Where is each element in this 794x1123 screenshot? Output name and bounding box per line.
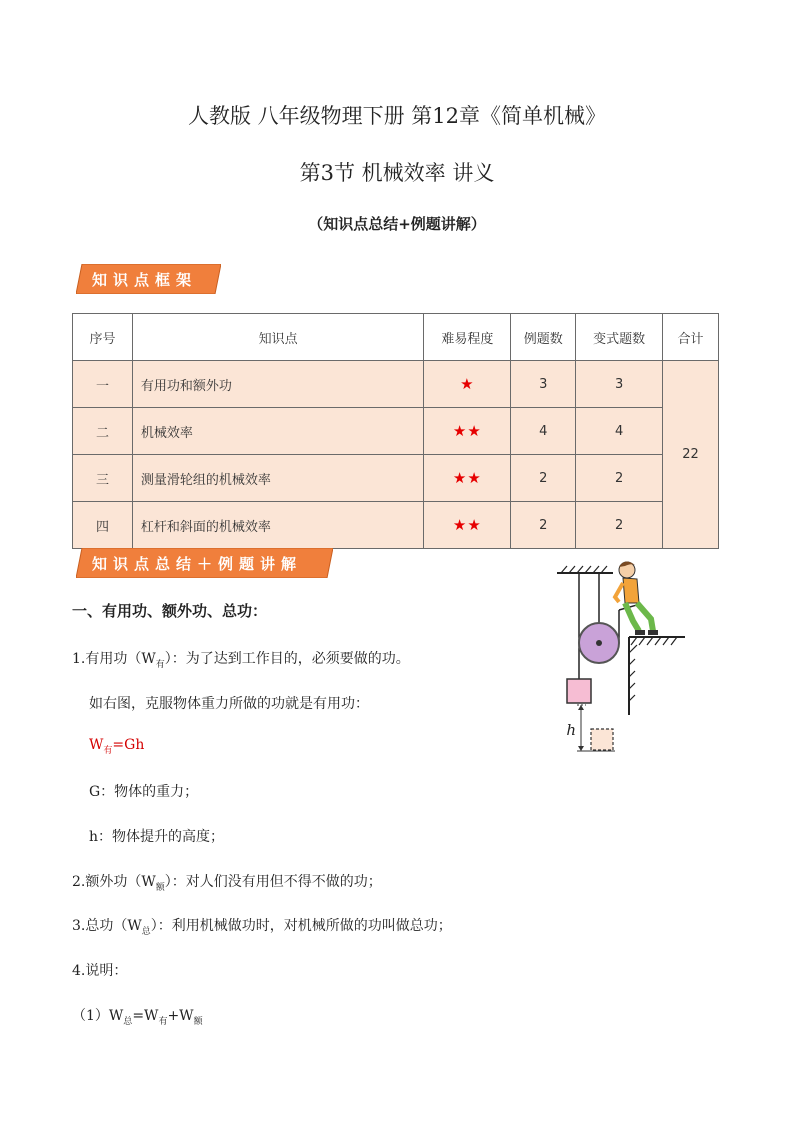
- table-row: [73, 455, 719, 502]
- definition-h: h：物体提升的高度；: [89, 829, 225, 845]
- text: 1.有用功（W: [72, 651, 156, 667]
- section-heading: 一、有用功、额外功、总功：: [72, 602, 268, 620]
- banner-knowledge-framework: [76, 264, 221, 294]
- paragraph-useful-work: [72, 648, 410, 668]
- example-count: 2: [511, 502, 576, 549]
- row-topic: 有用功和额外功: [132, 361, 423, 408]
- pulley-diagram: [553, 555, 688, 760]
- subscript: 有: [155, 660, 165, 670]
- subscript: 额: [193, 1017, 203, 1027]
- difficulty-stars: ★: [424, 361, 511, 408]
- text: +W: [167, 1008, 194, 1024]
- definition-g: G：物体的重力；: [89, 784, 199, 800]
- text: 2.额外功（W: [72, 874, 156, 890]
- header-cell: 变式题数: [576, 314, 663, 361]
- variant-count: 3: [576, 361, 663, 408]
- header-cell: 序号: [73, 314, 133, 361]
- total-count: 22: [663, 361, 719, 549]
- variant-count: 2: [576, 455, 663, 502]
- header-cell: 合计: [663, 314, 719, 361]
- subscript: 有: [158, 1017, 168, 1027]
- row-topic: 测量滑轮组的机械效率: [132, 455, 423, 502]
- text: =W: [132, 1008, 159, 1024]
- row-number: 四: [73, 502, 133, 549]
- row-number: 一: [73, 361, 133, 408]
- document-title: 人教版 八年级物理下册 第12章《简单机械》: [187, 104, 607, 128]
- text: =Gh: [112, 737, 145, 753]
- subscript: 额: [155, 883, 165, 893]
- example-count: 4: [511, 408, 576, 455]
- text: 3.总功（W: [72, 918, 142, 934]
- paragraph-extra-work: [72, 871, 382, 891]
- subscript: 有: [103, 746, 113, 756]
- formula-useful-work: [89, 737, 145, 756]
- example-count: 2: [511, 455, 576, 502]
- table-header-row: [73, 314, 719, 361]
- table-row: [73, 361, 719, 408]
- paragraph-note: 4.说明：: [72, 963, 128, 979]
- pulley-illustration: [553, 555, 688, 764]
- document-subtitle-note: （知识点总结+例题讲解）: [308, 215, 486, 233]
- text: W: [89, 737, 104, 753]
- text: ）：利用机械做功时，对机械所做的功叫做总功；: [150, 918, 452, 934]
- header-cell: 难易程度: [424, 314, 511, 361]
- text: （1）W: [72, 1008, 124, 1024]
- banner-knowledge-summary: [76, 548, 333, 578]
- table-row: [73, 408, 719, 455]
- example-count: 3: [511, 361, 576, 408]
- difficulty-stars: ★★: [424, 502, 511, 549]
- subscript: 总: [123, 1017, 133, 1027]
- row-topic: 杠杆和斜面的机械效率: [132, 502, 423, 549]
- text: ）：为了达到工作目的，必须要做的功。: [164, 651, 410, 667]
- height-label: h: [566, 721, 576, 739]
- text: ）：对人们没有用但不得不做的功；: [164, 874, 382, 890]
- paragraph-example: 如右图，克服物体重力所做的功就是有用功：: [89, 696, 369, 712]
- knowledge-table: [72, 313, 719, 549]
- header-cell: 知识点: [132, 314, 423, 361]
- variant-count: 4: [576, 408, 663, 455]
- row-number: 二: [73, 408, 133, 455]
- difficulty-stars: ★★: [424, 408, 511, 455]
- row-topic: 机械效率: [132, 408, 423, 455]
- difficulty-stars: ★★: [424, 455, 511, 502]
- header-cell: 例题数: [511, 314, 576, 361]
- table-row: [73, 502, 719, 549]
- row-number: 三: [73, 455, 133, 502]
- banner-label: 知识点框架: [92, 271, 198, 289]
- variant-count: 2: [576, 502, 663, 549]
- document-subtitle-lecture: 第3节 机械效率 讲义: [299, 161, 495, 185]
- subscript: 总: [141, 927, 151, 937]
- paragraph-total-work: [72, 915, 452, 935]
- equation-total: [72, 1005, 203, 1025]
- banner-label: 知识点总结＋例题讲解: [92, 555, 303, 573]
